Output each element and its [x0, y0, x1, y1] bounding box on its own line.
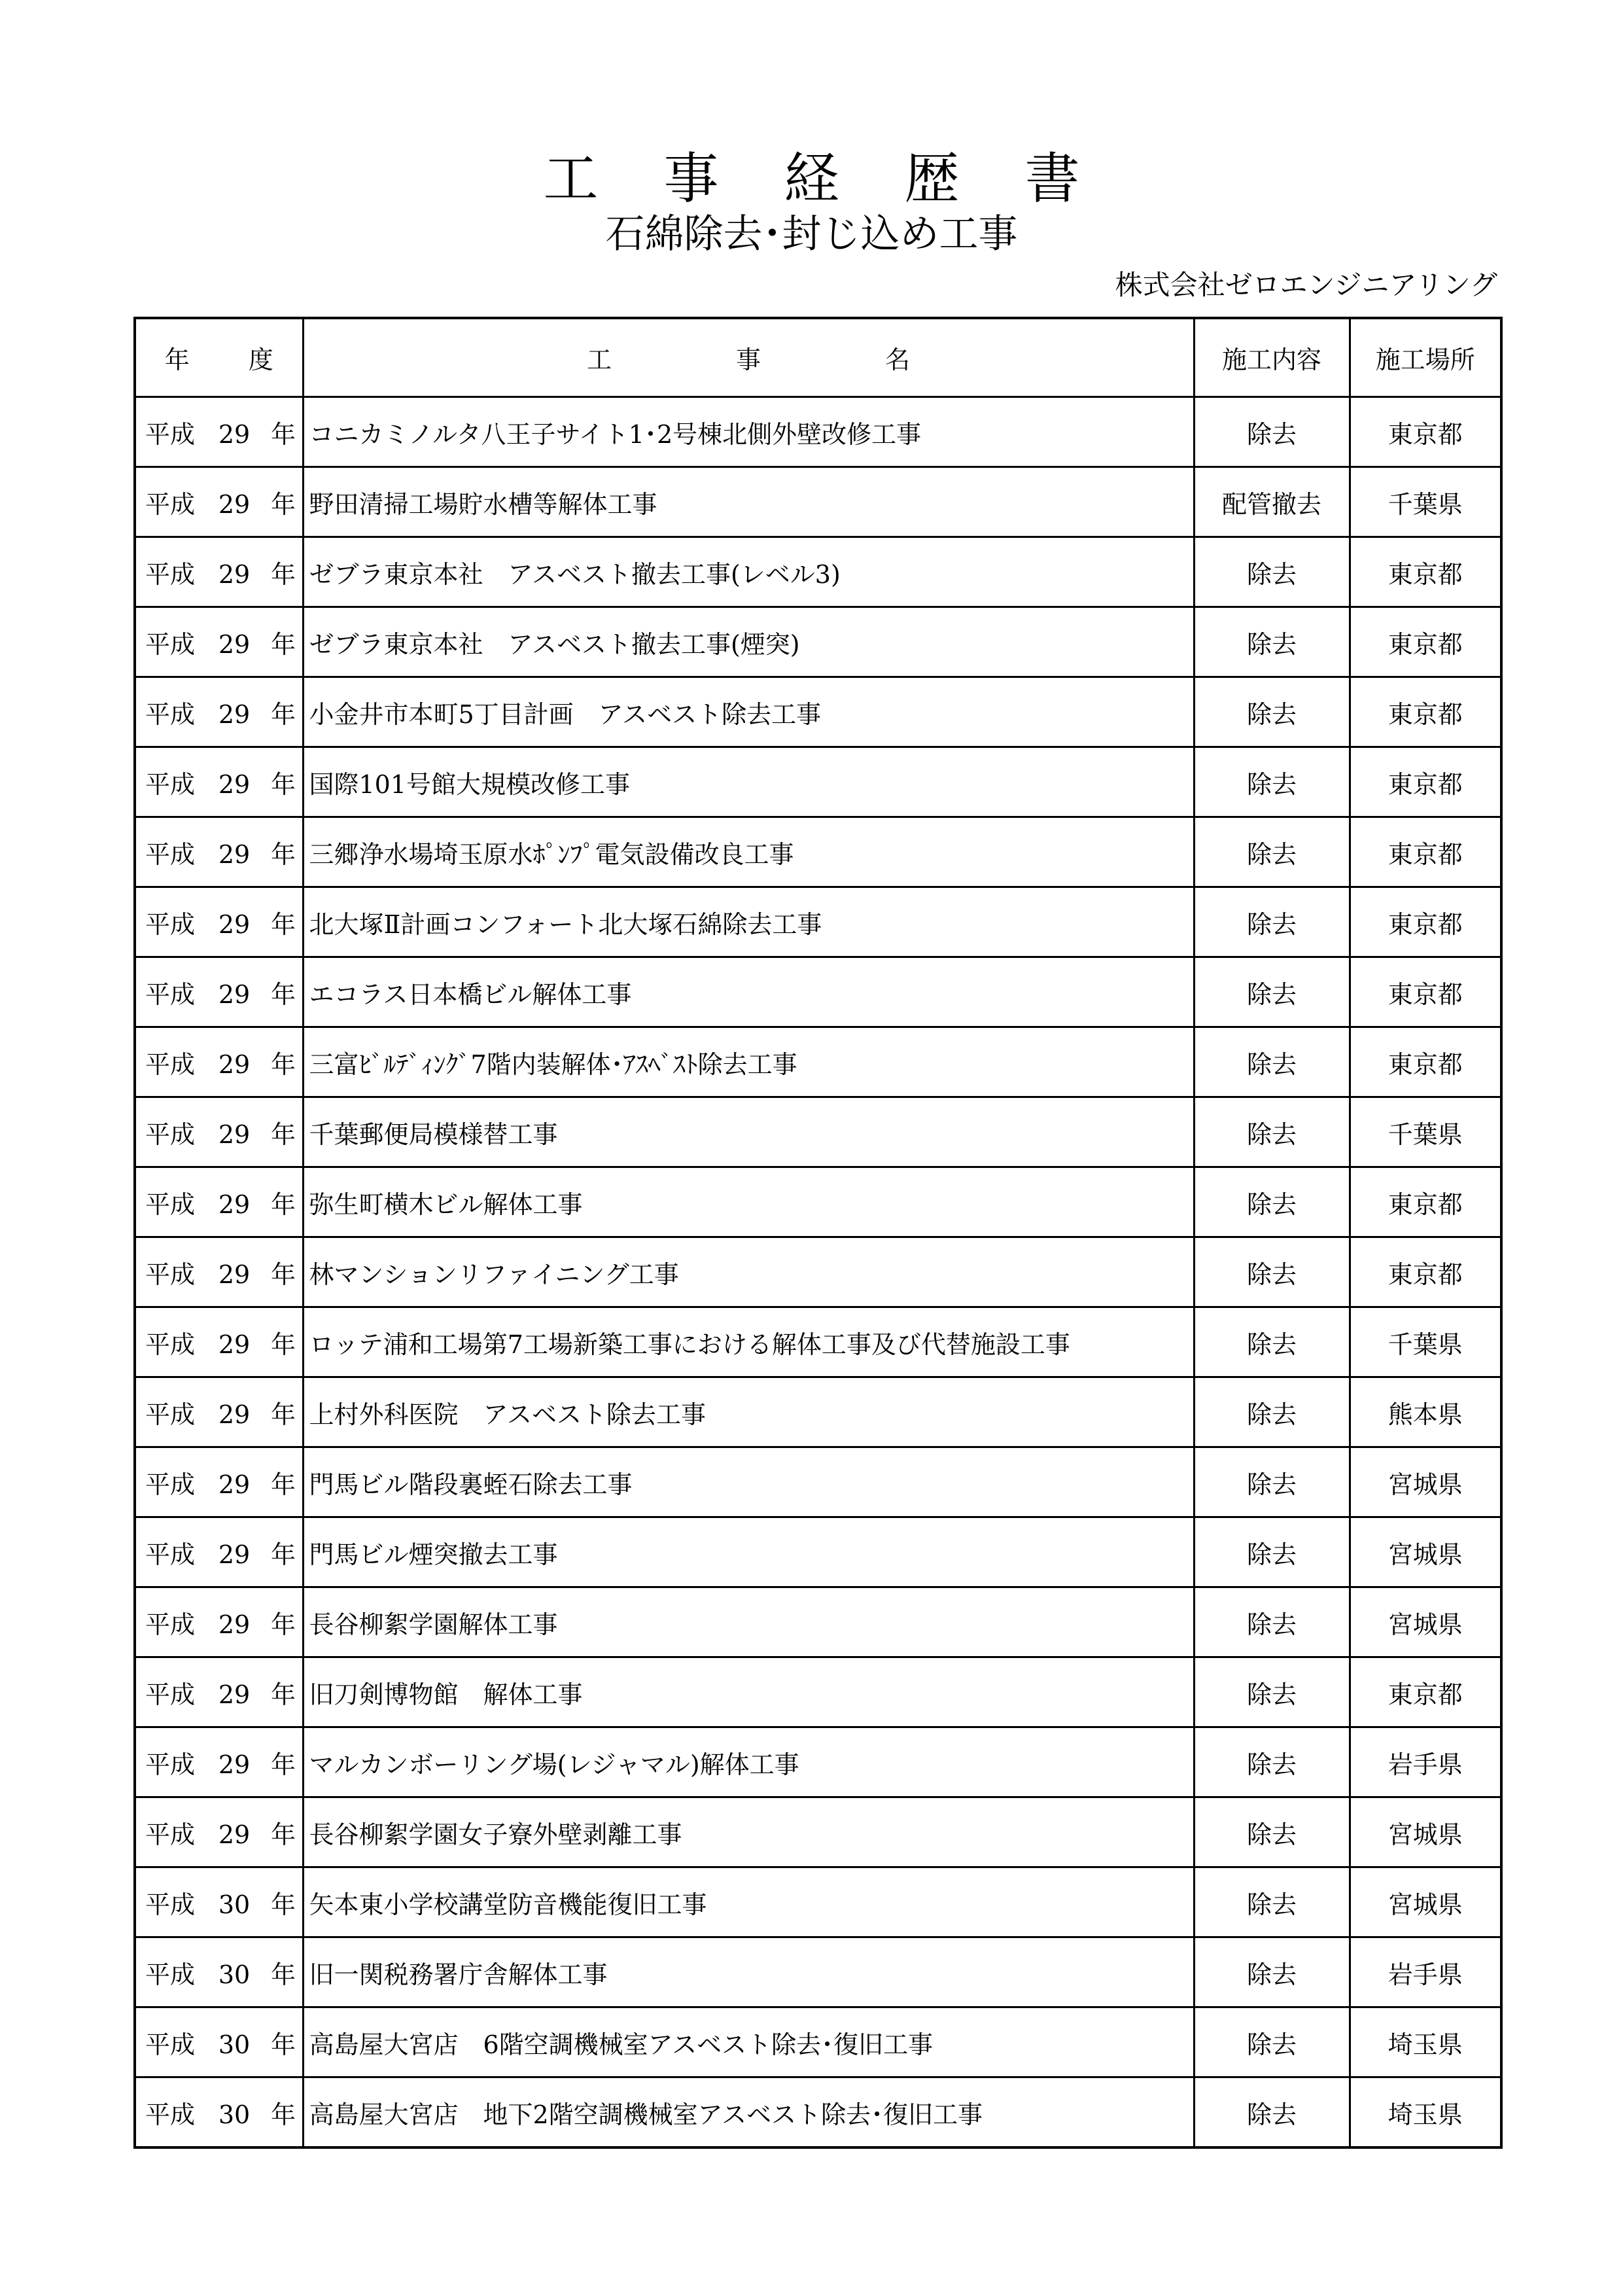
- cell-work-content: 除去: [1194, 957, 1350, 1027]
- cell-project-name: 旧一関税務署庁舎解体工事: [303, 1937, 1194, 2007]
- era-name: 平成: [145, 1820, 196, 1849]
- year-number: 29: [218, 910, 251, 939]
- cell-work-location: 岩手県: [1350, 1727, 1501, 1797]
- year-number: 29: [218, 629, 251, 659]
- cell-fiscal-year: [135, 1307, 303, 1377]
- table-row: [135, 677, 1501, 747]
- construction-history-table: [133, 317, 1503, 2149]
- cell-work-content: 除去: [1194, 537, 1350, 607]
- year-number: 30: [218, 2030, 251, 2059]
- table-row: [135, 397, 1501, 467]
- year-number: 29: [218, 559, 251, 589]
- era-name: 平成: [145, 2100, 196, 2129]
- table-row: [135, 1727, 1501, 1797]
- cell-project-name: 門馬ビル煙突撤去工事: [303, 1517, 1194, 1587]
- year-unit: 年: [270, 699, 296, 729]
- era-name: 平成: [145, 1610, 196, 1639]
- cell-project-name: 旧刀剣博物館 解体工事: [303, 1657, 1194, 1727]
- title-char: 歴: [904, 147, 960, 211]
- cell-work-location: 東京都: [1350, 677, 1501, 747]
- era-name: 平成: [145, 1680, 196, 1709]
- year-unit: 年: [270, 1050, 296, 1079]
- cell-work-content: 除去: [1194, 1377, 1350, 1447]
- cell-project-name: コニカミノルタ八王子サイト1･2号棟北側外壁改修工事: [303, 397, 1194, 467]
- cell-fiscal-year: [135, 1797, 303, 1867]
- cell-work-location: 宮城県: [1350, 1517, 1501, 1587]
- year-number: 29: [218, 419, 251, 449]
- cell-fiscal-year: [135, 1027, 303, 1097]
- cell-project-name: 弥生町横木ビル解体工事: [303, 1167, 1194, 1237]
- year-unit: 年: [270, 2030, 296, 2059]
- year-number: 29: [218, 1260, 251, 1289]
- cell-work-location: 宮城県: [1350, 1867, 1501, 1937]
- cell-work-content: 除去: [1194, 1097, 1350, 1167]
- header-year-char: 年: [164, 345, 190, 374]
- cell-fiscal-year: [135, 1167, 303, 1237]
- era-name: 平成: [145, 769, 196, 799]
- title-char: 書: [1024, 147, 1080, 211]
- cell-work-location: 東京都: [1350, 1237, 1501, 1307]
- year-number: 29: [218, 1820, 251, 1849]
- era-name: 平成: [145, 559, 196, 589]
- year-unit: 年: [270, 1400, 296, 1429]
- table-row: [135, 1447, 1501, 1517]
- cell-fiscal-year: [135, 607, 303, 677]
- table-row: [135, 1377, 1501, 1447]
- header-year-char: 度: [248, 345, 273, 374]
- cell-project-name: 林マンションリファイニング工事: [303, 1237, 1194, 1307]
- cell-project-name: マルカンボーリング場(レジャマル)解体工事: [303, 1727, 1194, 1797]
- year-unit: 年: [270, 1890, 296, 1919]
- year-number: 29: [218, 980, 251, 1009]
- cell-work-location: 東京都: [1350, 747, 1501, 817]
- table-row: [135, 817, 1501, 887]
- page-title: [0, 143, 1623, 215]
- year-number: 29: [218, 1680, 251, 1709]
- header-row: [135, 318, 1501, 397]
- page-subtitle: 石綿除去･封じ込め工事: [605, 211, 1018, 257]
- year-number: 29: [218, 1470, 251, 1499]
- era-name: 平成: [145, 1400, 196, 1429]
- table-row: [135, 1517, 1501, 1587]
- year-unit: 年: [270, 910, 296, 939]
- cell-project-name: 千葉郵便局模様替工事: [303, 1097, 1194, 1167]
- cell-work-location: 岩手県: [1350, 1937, 1501, 2007]
- cell-work-content: 除去: [1194, 887, 1350, 957]
- title-char: 事: [663, 147, 719, 211]
- cell-project-name: 上村外科医院 アスベスト除去工事: [303, 1377, 1194, 1447]
- table-row: [135, 537, 1501, 607]
- table-row: [135, 1237, 1501, 1307]
- cell-fiscal-year: [135, 1657, 303, 1727]
- table-row: [135, 1657, 1501, 1727]
- company-name: 株式会社ゼロエンジニアリング: [1115, 269, 1497, 301]
- table-row: [135, 1027, 1501, 1097]
- era-name: 平成: [145, 699, 196, 729]
- cell-fiscal-year: [135, 537, 303, 607]
- cell-project-name: ゼブラ東京本社 アスベスト撤去工事(レベル3): [303, 537, 1194, 607]
- cell-work-content: 除去: [1194, 1447, 1350, 1517]
- cell-work-location: 東京都: [1350, 1027, 1501, 1097]
- cell-work-content: 除去: [1194, 1657, 1350, 1727]
- year-number: 29: [218, 489, 251, 519]
- era-name: 平成: [145, 1330, 196, 1359]
- cell-fiscal-year: [135, 1237, 303, 1307]
- cell-work-location: 宮城県: [1350, 1447, 1501, 1517]
- cell-fiscal-year: [135, 1867, 303, 1937]
- year-number: 29: [218, 1610, 251, 1639]
- cell-fiscal-year: [135, 887, 303, 957]
- cell-work-location: 東京都: [1350, 397, 1501, 467]
- cell-work-location: 千葉県: [1350, 467, 1501, 537]
- year-unit: 年: [270, 1680, 296, 1709]
- cell-project-name: 高島屋大宮店 6階空調機械室アスベスト除去･復旧工事: [303, 2007, 1194, 2077]
- cell-work-location: 宮城県: [1350, 1587, 1501, 1657]
- table-row: [135, 887, 1501, 957]
- cell-project-name: 門馬ビル階段裏蛭石除去工事: [303, 1447, 1194, 1517]
- era-name: 平成: [145, 1470, 196, 1499]
- year-unit: 年: [270, 629, 296, 659]
- table-row: [135, 1307, 1501, 1377]
- cell-work-content: 除去: [1194, 1937, 1350, 2007]
- cell-work-content: 除去: [1194, 1027, 1350, 1097]
- era-name: 平成: [145, 419, 196, 449]
- cell-work-content: 除去: [1194, 1307, 1350, 1377]
- table-row: [135, 2007, 1501, 2077]
- cell-work-location: 東京都: [1350, 607, 1501, 677]
- cell-work-content: 除去: [1194, 817, 1350, 887]
- year-unit: 年: [270, 1120, 296, 1149]
- title-char: 経: [784, 147, 839, 211]
- table-row: [135, 1797, 1501, 1867]
- era-name: 平成: [145, 910, 196, 939]
- era-name: 平成: [145, 629, 196, 659]
- era-name: 平成: [145, 1260, 196, 1289]
- year-number: 29: [218, 1330, 251, 1359]
- year-number: 29: [218, 1120, 251, 1149]
- cell-work-content: 除去: [1194, 397, 1350, 467]
- era-name: 平成: [145, 2030, 196, 2059]
- cell-fiscal-year: [135, 2007, 303, 2077]
- year-number: 29: [218, 1750, 251, 1779]
- cell-work-content: 除去: [1194, 1517, 1350, 1587]
- cell-project-name: 三富ﾋﾞﾙﾃﾞｨﾝｸﾞ7階内装解体･ｱｽﾍﾞｽﾄ除去工事: [303, 1027, 1194, 1097]
- table-row: [135, 1167, 1501, 1237]
- year-unit: 年: [270, 839, 296, 869]
- cell-fiscal-year: [135, 467, 303, 537]
- cell-work-location: 千葉県: [1350, 1097, 1501, 1167]
- cell-work-content: 除去: [1194, 677, 1350, 747]
- cell-fiscal-year: [135, 1447, 303, 1517]
- cell-work-content: 除去: [1194, 1587, 1350, 1657]
- table-row: [135, 1097, 1501, 1167]
- header-project-name: [303, 318, 1194, 397]
- year-unit: 年: [270, 1190, 296, 1219]
- year-number: 29: [218, 1190, 251, 1219]
- cell-work-location: 熊本県: [1350, 1377, 1501, 1447]
- cell-work-location: 宮城県: [1350, 1797, 1501, 1867]
- cell-project-name: 矢本東小学校講堂防音機能復旧工事: [303, 1867, 1194, 1937]
- year-unit: 年: [270, 980, 296, 1009]
- cell-fiscal-year: [135, 957, 303, 1027]
- header-work-location: 施工場所: [1350, 318, 1501, 397]
- year-unit: 年: [270, 1610, 296, 1639]
- era-name: 平成: [145, 1540, 196, 1569]
- cell-fiscal-year: [135, 1377, 303, 1447]
- header-name-char: 名: [885, 345, 911, 374]
- year-number: 29: [218, 839, 251, 869]
- cell-fiscal-year: [135, 1727, 303, 1797]
- table-body: [135, 397, 1501, 2148]
- era-name: 平成: [145, 1890, 196, 1919]
- cell-work-location: 千葉県: [1350, 1307, 1501, 1377]
- table-row: [135, 747, 1501, 817]
- year-number: 30: [218, 2100, 251, 2129]
- table-row: [135, 2077, 1501, 2148]
- cell-project-name: ロッテ浦和工場第7工場新築工事における解体工事及び代替施設工事: [303, 1307, 1194, 1377]
- cell-work-content: 除去: [1194, 607, 1350, 677]
- year-unit: 年: [270, 489, 296, 519]
- cell-work-location: 東京都: [1350, 957, 1501, 1027]
- header-work-content: 施工内容: [1194, 318, 1350, 397]
- cell-work-location: 埼玉県: [1350, 2007, 1501, 2077]
- cell-project-name: 三郷浄水場埼玉原水ﾎﾟﾝﾌﾟ電気設備改良工事: [303, 817, 1194, 887]
- era-name: 平成: [145, 1120, 196, 1149]
- year-unit: 年: [270, 419, 296, 449]
- cell-work-content: 除去: [1194, 747, 1350, 817]
- cell-work-location: 東京都: [1350, 817, 1501, 887]
- table-row: [135, 1937, 1501, 2007]
- year-unit: 年: [270, 1540, 296, 1569]
- cell-work-content: 除去: [1194, 1797, 1350, 1867]
- cell-fiscal-year: [135, 2077, 303, 2148]
- era-name: 平成: [145, 839, 196, 869]
- cell-fiscal-year: [135, 1587, 303, 1657]
- year-unit: 年: [270, 2100, 296, 2129]
- cell-project-name: 国際101号館大規模改修工事: [303, 747, 1194, 817]
- table-row: [135, 1587, 1501, 1657]
- era-name: 平成: [145, 1960, 196, 1989]
- year-unit: 年: [270, 1260, 296, 1289]
- title-char: 工: [543, 147, 599, 211]
- year-number: 29: [218, 1050, 251, 1079]
- year-number: 29: [218, 769, 251, 799]
- cell-work-location: 東京都: [1350, 1657, 1501, 1727]
- cell-work-content: 除去: [1194, 1167, 1350, 1237]
- cell-fiscal-year: [135, 397, 303, 467]
- year-number: 30: [218, 1960, 251, 1989]
- cell-work-location: 東京都: [1350, 537, 1501, 607]
- cell-work-content: 除去: [1194, 1237, 1350, 1307]
- cell-fiscal-year: [135, 817, 303, 887]
- era-name: 平成: [145, 1190, 196, 1219]
- year-unit: 年: [270, 1960, 296, 1989]
- cell-project-name: エコラス日本橋ビル解体工事: [303, 957, 1194, 1027]
- table-row: [135, 467, 1501, 537]
- year-number: 29: [218, 1540, 251, 1569]
- year-number: 30: [218, 1890, 251, 1919]
- year-unit: 年: [270, 1750, 296, 1779]
- cell-work-content: 配管撤去: [1194, 467, 1350, 537]
- cell-fiscal-year: [135, 1937, 303, 2007]
- header-name-char: 工: [586, 345, 612, 374]
- header-year: [135, 318, 303, 397]
- table-header: [135, 318, 1501, 397]
- era-name: 平成: [145, 489, 196, 519]
- cell-project-name: 長谷柳絮学園解体工事: [303, 1587, 1194, 1657]
- table-row: [135, 1867, 1501, 1937]
- era-name: 平成: [145, 1050, 196, 1079]
- cell-fiscal-year: [135, 1517, 303, 1587]
- cell-work-location: 埼玉県: [1350, 2077, 1501, 2148]
- year-number: 29: [218, 1400, 251, 1429]
- cell-work-location: 東京都: [1350, 1167, 1501, 1237]
- year-number: 29: [218, 699, 251, 729]
- year-unit: 年: [270, 559, 296, 589]
- era-name: 平成: [145, 1750, 196, 1779]
- table-row: [135, 607, 1501, 677]
- cell-fiscal-year: [135, 747, 303, 817]
- table-row: [135, 957, 1501, 1027]
- cell-project-name: 小金井市本町5丁目計画 アスベスト除去工事: [303, 677, 1194, 747]
- era-name: 平成: [145, 980, 196, 1009]
- header-name-char: 事: [735, 345, 761, 374]
- cell-work-content: 除去: [1194, 2007, 1350, 2077]
- cell-work-content: 除去: [1194, 1867, 1350, 1937]
- cell-work-location: 東京都: [1350, 887, 1501, 957]
- year-unit: 年: [270, 1330, 296, 1359]
- cell-project-name: 野田清掃工場貯水槽等解体工事: [303, 467, 1194, 537]
- cell-work-content: 除去: [1194, 1727, 1350, 1797]
- cell-fiscal-year: [135, 677, 303, 747]
- cell-work-content: 除去: [1194, 2077, 1350, 2148]
- cell-fiscal-year: [135, 1097, 303, 1167]
- cell-project-name: 高島屋大宮店 地下2階空調機械室アスベスト除去･復旧工事: [303, 2077, 1194, 2148]
- cell-project-name: 長谷柳絮学園女子寮外壁剥離工事: [303, 1797, 1194, 1867]
- year-unit: 年: [270, 769, 296, 799]
- year-unit: 年: [270, 1820, 296, 1849]
- cell-project-name: ゼブラ東京本社 アスベスト撤去工事(煙突): [303, 607, 1194, 677]
- cell-project-name: 北大塚Ⅱ計画コンフォート北大塚石綿除去工事: [303, 887, 1194, 957]
- year-unit: 年: [270, 1470, 296, 1499]
